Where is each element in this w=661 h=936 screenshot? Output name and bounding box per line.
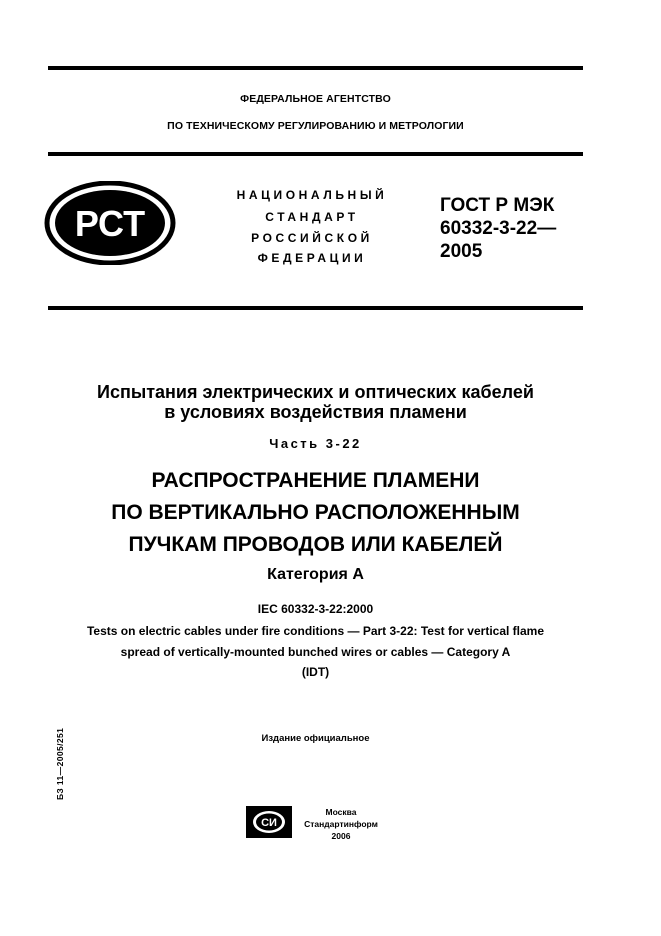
main-title-line-2: ПО ВЕРТИКАЛЬНО РАСПОЛОЖЕННЫМ <box>111 501 520 524</box>
edition-label: Издание официальное <box>261 733 370 744</box>
rst-logo <box>44 181 176 265</box>
gost-number-line-1: ГОСТ Р МЭК <box>440 195 555 216</box>
standard-type-2: СТАНДАРТ <box>265 210 359 224</box>
publisher-logo-text: СИ <box>261 817 277 829</box>
standard-type-3: РОССИЙСКОЙ <box>251 231 373 245</box>
publisher-info <box>297 806 385 842</box>
publisher-name: Стандартинформ <box>304 819 378 829</box>
category-label: Категория А <box>267 566 364 583</box>
english-title-line-1: Tests on electric cables under fire conditions — Part 3-22: Test for vertical flame <box>86 624 545 638</box>
title-line-1: Испытания электрических и оптических кабелей <box>97 382 534 402</box>
part-label: Часть 3-22 <box>269 436 362 451</box>
side-code: БЗ 11—2005/251 <box>55 727 65 800</box>
standard-type-4: ФЕДЕРАЦИИ <box>257 251 367 265</box>
title-line-2: в условиях воздействия пламени <box>164 402 467 422</box>
standard-type-1: НАЦИОНАЛЬНЫЙ <box>236 188 388 202</box>
top-rule <box>48 66 583 70</box>
agency-line-1: ФЕДЕРАЛЬНОЕ АГЕНТСТВО <box>240 93 391 105</box>
rst-logo-text: РСТ <box>74 203 146 244</box>
mid-rule <box>48 306 583 310</box>
gost-number-line-3: 2005 <box>440 241 483 262</box>
agency-line-2: ПО ТЕХНИЧЕСКОМУ РЕГУЛИРОВАНИЮ И МЕТРОЛОГИИ <box>167 120 464 132</box>
idt-label: (IDT) <box>301 665 330 679</box>
english-title-line-2: spread of vertically-mounted bunched wires or cables — Category A <box>120 645 511 659</box>
publisher-logo <box>246 806 292 838</box>
main-title-line-1: РАСПРОСТРАНЕНИЕ ПЛАМЕНИ <box>151 469 480 492</box>
main-title-line-3: ПУЧКАМ ПРОВОДОВ ИЛИ КАБЕЛЕЙ <box>128 533 503 556</box>
header-rule <box>48 152 583 156</box>
iec-reference: IEC 60332-3-22:2000 <box>257 602 374 616</box>
publisher-city: Москва <box>325 807 357 817</box>
gost-number-line-2: 60332-3-22— <box>440 218 557 239</box>
publisher-year: 2006 <box>331 831 351 841</box>
